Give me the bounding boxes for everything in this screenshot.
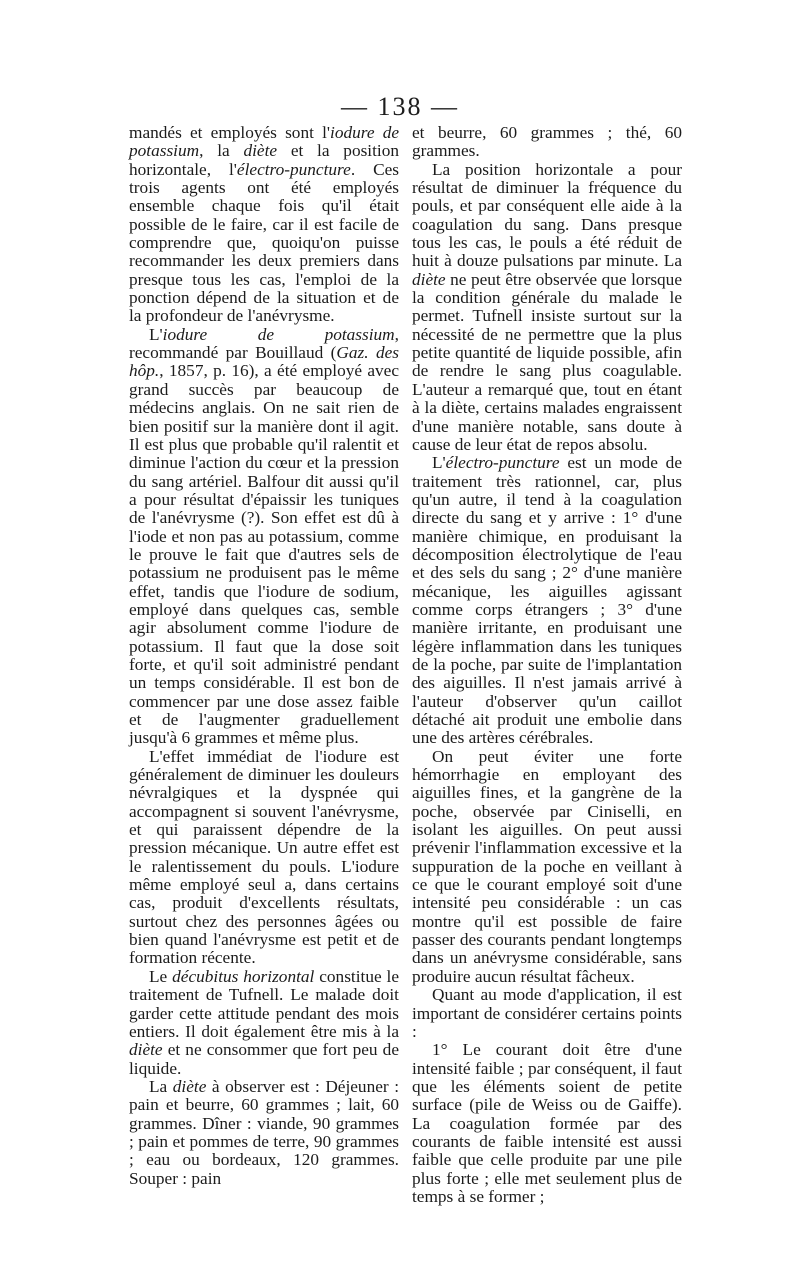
paragraph: L'effet immédiat de l'iodure est généralement de diminuer les douleurs névralgiques et la dyspnée qui accompagnent si souvent l'anévrysme, et qui paraissent dépendre de la pression mécanique. Un autre effet est le ralentissement du pouls. L'iodure même employé seul a, dans certains cas, produit d'excellents résultats, surtout chez des personnes âgées ou bien quand l'anévrysme est petit et de formation récente.	[129, 746, 399, 968]
italic-term: diète	[412, 269, 446, 289]
paragraph: La position horizontale a pour résultat de diminuer la fréquence du pouls, et par conséquent elle aide à la coagulation du sang. Dans presque tous les cas, le pouls a été réduit de huit à douze pulsations par minute. La diète ne peut être observée que lorsque la condition générale du malade le permet. Tufnell insiste surtout sur la nécessité de ne permettre que la plus petite quantité de liquide possible, afin de rendre le sang plus coagulable. L'auteur a remarqué que, tout en étant à la diète, certains malades engraissent d'une manière notable, sans doute à cause de leur état de repos absolu.	[412, 159, 682, 454]
italic-term: diète	[172, 1076, 207, 1096]
paragraph: mandés et employés sont l'iodure de potassium, la diète et la position horizontale, l'électro-puncture. Ces trois agents ont été employés ensemble chaque fois qu'il était possible de le faire, car il est facile de comprendre que, quoiqu'on puisse recommander les deux premiers dans presque tous les cas, l'emploi de la ponction dépend de la situation et de la profondeur de l'anévrysme.	[129, 123, 400, 326]
italic-term: iodure de potassium	[162, 324, 395, 344]
italic-term: décubitus horizontal	[172, 966, 315, 986]
paragraph: L'iodure de potassium, recommandé par Bouillaud (Gaz. des hôp., 1857, p. 16), a été employé avec grand succès par beaucoup de médecins anglais. On ne sait rien de bien positif sur la manière dont il agit. Il est plus que probable qu'il ralentit et diminue l'action du cœur et la pression du sang artériel. Balfour dit aussi qu'il a pour résultat d'épaissir les tuniques de l'anévrysme (?). Son effet est dû à l'iode et non pas au potassium, comme le prouve le fait que d'autres sels de potassium ne produisent pas le même effet, tandis que l'iodure de sodium, employé dans quelques cas, semble agir absolument comme l'iodure de potassium. Il faut que la dose soit forte, et qu'il soit administré pendant un temps considérable. Il est bon de commencer par une dose assez faible et de l'augmenter graduellement jusqu'à 6 grammes et même plus.	[129, 324, 399, 748]
paragraph: On peut éviter une forte hémorrhagie en employant des aiguilles fines, et la gangrène de la poche, observée par Ciniselli, en isolant les aiguilles. On peut aussi prévenir l'inflammation excessive et la suppuration de la poche en veillant à ce que le courant employé soit d'une intensité peu considérable : un cas montre qu'il est possible de faire passer des courants pendant longtemps dans un anévrysme considérable, sans produire aucun résultat fâcheux.	[412, 746, 682, 986]
paragraph: La diète à observer est : Déjeuner : pain et beurre, 60 grammes ; lait, 60 grammes. Dîner : viande, 90 grammes ; pain et pommes de terre, 90 grammes ; eau ou bordeaux, 120 grammes. Souper : pain	[129, 1076, 399, 1188]
italic-term: iodure de potassium	[129, 123, 400, 161]
paragraph: L'électro-puncture est un mode de traitement très rationnel, car, plus qu'un autre, il tend à la coagulation directe du sang et y arrive : 1° d'une manière chimique, en produisant la décomposition électrolytique de l'eau et des sels du sang ; 2° d'une manière mécanique, les aiguilles agissant comme corps étrangers ; 3° d'une manière irritante, en produisant une légère inflammation dans les tuniques de la poche, par suite de l'implantation des aiguilles. Il n'est jamais arrivé à l'auteur d'observer qu'un caillot détaché ait produit une embolie dans une des artères cérébrales.	[412, 453, 682, 748]
italic-term: diète	[243, 141, 278, 161]
paragraph: 1° Le courant doit être d'une intensité faible ; par conséquent, il faut que les éléments soient de petite surface (pile de Weiss ou de Gaiffe). La coagulation formée par des courants de faible intensité est aussi faible que celle produite par une pile plus forte ; elle met seulement plus de temps à se former ;	[412, 1040, 682, 1206]
paragraph: Quant au mode d'application, il est important de considérer certains points :	[412, 985, 682, 1041]
italic-term: électro-puncture	[445, 453, 560, 473]
italic-term: électro-puncture	[236, 159, 351, 179]
right-column	[412, 124, 682, 1206]
italic-term: Gaz. des hôp.	[129, 343, 399, 381]
left-column	[129, 124, 399, 1188]
italic-term: diète	[129, 1040, 163, 1060]
page-number: — 138 —	[341, 92, 459, 121]
paragraph: et beurre, 60 grammes ; thé, 60 grammes.	[412, 123, 682, 161]
paragraph: Le décubitus horizontal constitue le traitement de Tufnell. Le malade doit garder cette attitude pendant des mois entiers. Il doit également être mis à la diète et ne consommer que fort peu de liquide.	[129, 966, 400, 1078]
